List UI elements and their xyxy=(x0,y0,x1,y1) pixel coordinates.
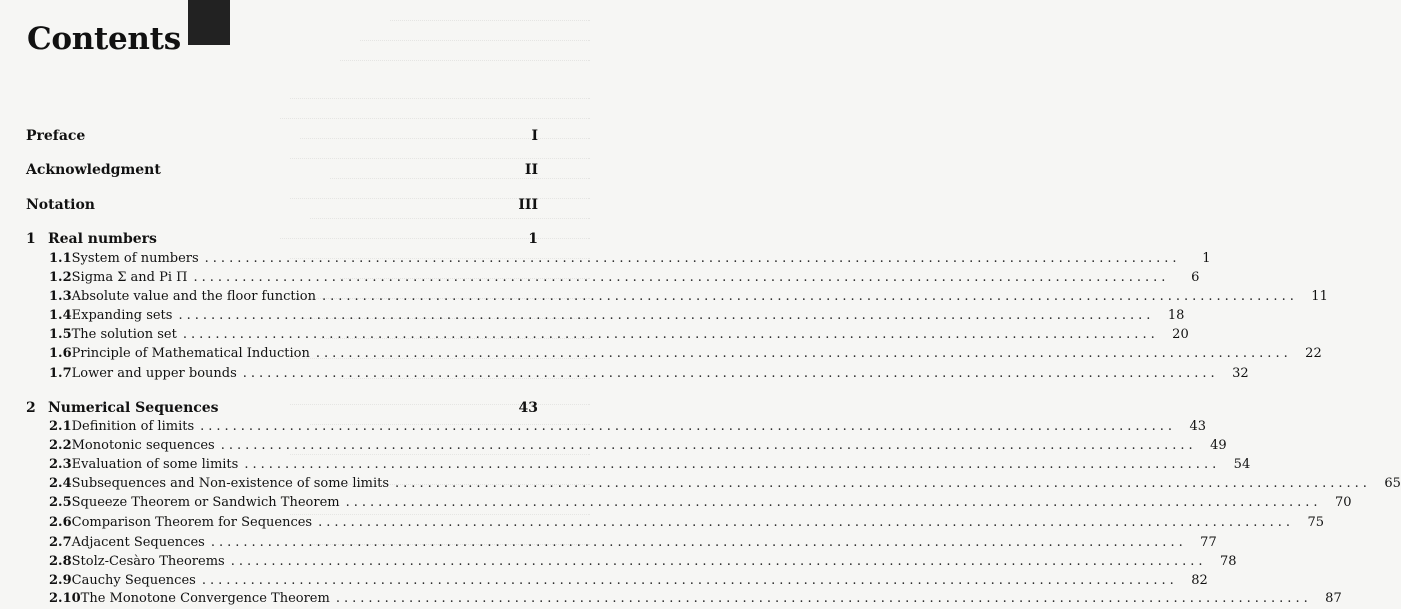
toc-section[interactable] xyxy=(26,591,1342,609)
dot-leader: ........................................................................................................................ xyxy=(230,554,1207,569)
section-page: 43 xyxy=(1189,419,1207,434)
dot-leader: ........................................................................................................................ xyxy=(178,308,1155,323)
toc-entry-page: I xyxy=(531,128,538,144)
chapter-title: Real numbers xyxy=(48,231,157,247)
section-number: 2.8 xyxy=(49,554,72,569)
toc-section[interactable] xyxy=(26,457,1251,475)
section-page: 11 xyxy=(1311,289,1328,304)
toc-section[interactable] xyxy=(26,495,1352,513)
toc-entry-page: II xyxy=(524,162,538,178)
toc-section[interactable] xyxy=(26,535,1217,553)
chapter-number: 1 xyxy=(26,231,36,247)
toc-section[interactable] xyxy=(26,308,1185,326)
dot-leader: ........................................................................................................................ xyxy=(345,495,1322,510)
dot-leader: ........................................................................................................................ xyxy=(244,457,1221,472)
toc-chapter-2[interactable] xyxy=(26,400,538,420)
toc-entry-page: III xyxy=(518,197,538,213)
section-title: Definition of limits xyxy=(71,419,195,434)
toc-section[interactable] xyxy=(26,251,1211,269)
section-number: 2.1 xyxy=(49,419,72,434)
section-number: 2.6 xyxy=(49,515,72,530)
section-title: Squeeze Theorem or Sandwich Theorem xyxy=(71,495,340,510)
section-page: 32 xyxy=(1232,366,1249,381)
dot-leader: ........................................................................................................................ xyxy=(395,476,1371,491)
toc-entry-notation[interactable] xyxy=(26,197,538,217)
section-page: 78 xyxy=(1220,554,1237,569)
section-page: 70 xyxy=(1334,495,1352,510)
section-page: 54 xyxy=(1233,457,1251,472)
toc-section[interactable] xyxy=(26,366,1249,384)
toc-entry-label: Preface xyxy=(26,128,86,144)
section-page: 82 xyxy=(1191,573,1208,588)
toc-entry-preface[interactable] xyxy=(26,128,538,148)
section-number: 1.6 xyxy=(49,346,72,361)
section-title: Expanding sets xyxy=(71,308,173,323)
section-number: 2.10 xyxy=(49,591,81,606)
dot-leader: ........................................................................................................................ xyxy=(201,573,1178,588)
section-page: 20 xyxy=(1172,327,1189,342)
section-title: Subsequences and Non-existence of some limits xyxy=(71,476,390,491)
toc-section[interactable] xyxy=(26,515,1324,533)
section-page: 18 xyxy=(1167,308,1185,323)
chapter-page: 43 xyxy=(518,400,538,416)
section-title: Stolz-Cesàro Theorems xyxy=(71,554,225,569)
section-title: Cauchy Sequences xyxy=(71,573,196,588)
section-title: Comparison Theorem for Sequences xyxy=(71,515,313,530)
section-number: 2.2 xyxy=(49,438,72,453)
toc-chapter-1[interactable] xyxy=(26,231,538,251)
section-number: 1.5 xyxy=(49,327,72,342)
section-number: 1.7 xyxy=(49,366,72,381)
section-title: The solution set xyxy=(71,327,177,342)
section-page: 65 xyxy=(1384,476,1401,491)
toc-section[interactable] xyxy=(26,346,1322,364)
toc-section[interactable] xyxy=(26,419,1207,437)
section-number: 2.4 xyxy=(49,476,72,491)
section-number: 1.1 xyxy=(49,251,72,266)
dot-leader: ........................................................................................................................ xyxy=(242,366,1219,381)
section-number: 2.3 xyxy=(49,457,72,472)
section-number: 1.2 xyxy=(49,270,72,285)
page-title: Contents xyxy=(27,21,181,57)
chapter-number: 2 xyxy=(26,400,36,416)
dot-leader: ........................................................................................................................ xyxy=(182,327,1159,342)
toc-entry-acknowledgment[interactable] xyxy=(26,162,538,182)
section-title: System of numbers xyxy=(71,251,199,266)
section-number: 2.7 xyxy=(49,535,72,550)
toc-section[interactable] xyxy=(26,327,1189,345)
chapter-title: Numerical Sequences xyxy=(48,400,219,416)
toc-section[interactable] xyxy=(26,289,1328,307)
toc-section[interactable] xyxy=(26,554,1237,572)
section-page: 77 xyxy=(1200,535,1217,550)
section-title: Lower and upper bounds xyxy=(71,366,237,381)
section-number: 2.5 xyxy=(49,495,72,510)
dot-leader: ........................................................................................................................ xyxy=(321,289,1298,304)
toc-entry-label: Acknowledgment xyxy=(26,162,161,178)
dot-leader: ........................................................................................................................ xyxy=(193,270,1170,285)
section-title: Sigma Σ and Pi Π xyxy=(71,270,188,285)
section-title: Monotonic sequences xyxy=(71,438,215,453)
section-page: 75 xyxy=(1307,515,1324,530)
toc-section[interactable] xyxy=(26,476,1401,494)
section-title: The Monotone Convergence Theorem xyxy=(80,591,330,606)
section-number: 1.4 xyxy=(49,308,72,323)
section-title: Evaluation of some limits xyxy=(71,457,239,472)
toc-section[interactable] xyxy=(26,573,1208,591)
section-page: 49 xyxy=(1210,438,1227,453)
thumb-tab-marker xyxy=(188,0,230,45)
section-page: 87 xyxy=(1325,591,1342,606)
dot-leader: ........................................................................................................................ xyxy=(318,515,1294,530)
dot-leader: ........................................................................................................................ xyxy=(200,419,1177,434)
section-title: Absolute value and the floor function xyxy=(71,289,316,304)
dot-leader: ........................................................................................................................ xyxy=(335,591,1312,606)
section-number: 1.3 xyxy=(49,289,72,304)
dot-leader: ........................................................................................................................ xyxy=(204,251,1181,266)
dot-leader: ........................................................................................................................ xyxy=(220,438,1197,453)
section-page: 22 xyxy=(1305,346,1322,361)
dot-leader: ........................................................................................................................ xyxy=(210,535,1187,550)
section-page: 1 xyxy=(1202,251,1211,266)
toc-section[interactable] xyxy=(26,270,1200,288)
toc-section[interactable] xyxy=(26,438,1227,456)
toc-entry-label: Notation xyxy=(26,197,95,213)
chapter-page: 1 xyxy=(528,231,538,247)
dot-leader: ........................................................................................................................ xyxy=(315,346,1292,361)
section-number: 2.9 xyxy=(49,573,72,588)
section-page: 6 xyxy=(1191,270,1200,285)
section-title: Adjacent Sequences xyxy=(71,535,205,550)
section-title: Principle of Mathematical Induction xyxy=(71,346,310,361)
